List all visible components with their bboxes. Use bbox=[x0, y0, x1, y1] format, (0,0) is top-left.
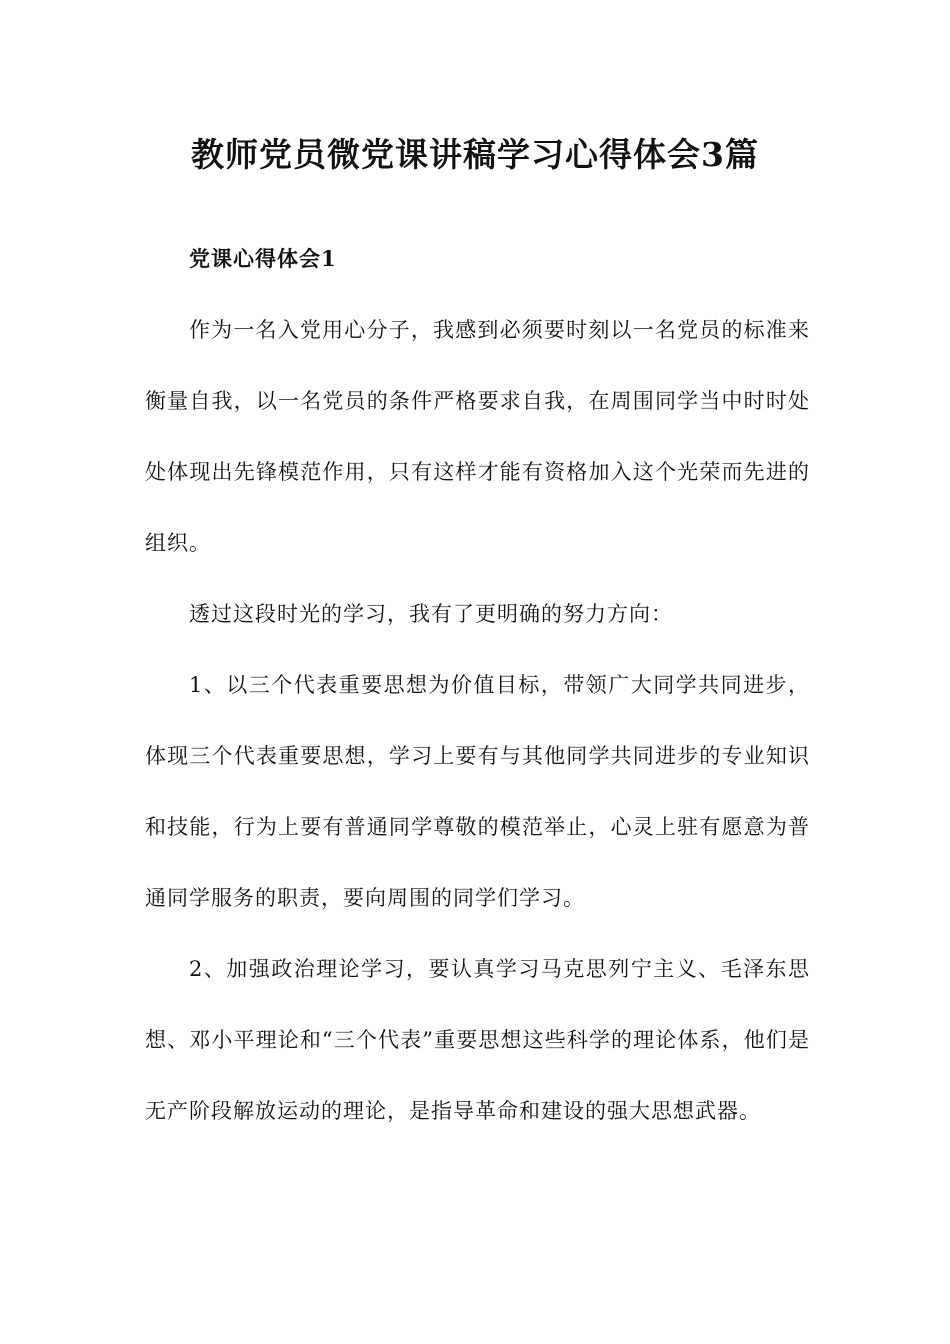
paragraph-2: 透过这段时光的学习，我有了更明确的努力方向： bbox=[189, 602, 673, 626]
paragraph-3: 1、以三个代表重要思想为价值目标，带领广大同学共同进步，体现三个代表重要思想，学习上要有与其他同学共同进步的专业知识和技能，行为上要有普通同学尊敬的模范举止，心灵上驻有愿意为普通同学服务的职责，要向周围的同学们学习。 bbox=[145, 673, 810, 910]
document-title: 教师党员微党课讲稿学习心得体会3篇 bbox=[191, 135, 759, 174]
document-body bbox=[145, 237, 810, 1147]
paragraph-4: 2、加强政治理论学习，要认真学习马克思列宁主义、毛泽东思想、邓小平理论和“三个代表”重要思想这些科学的理论体系，他们是无产阶段解放运动的理论，是指导革命和建设的强大思想武器。 bbox=[145, 957, 810, 1123]
paragraph-1: 作为一名入党用心分子，我感到必须要时刻以一名党员的标准来衡量自我，以一名党员的条件严格要求自我，在周围同学当中时时处处体现出先锋模范作用，只有这样才能有资格加入这个光荣而先进的组织。 bbox=[145, 318, 810, 555]
section-heading: 党课心得体会1 bbox=[189, 246, 337, 271]
